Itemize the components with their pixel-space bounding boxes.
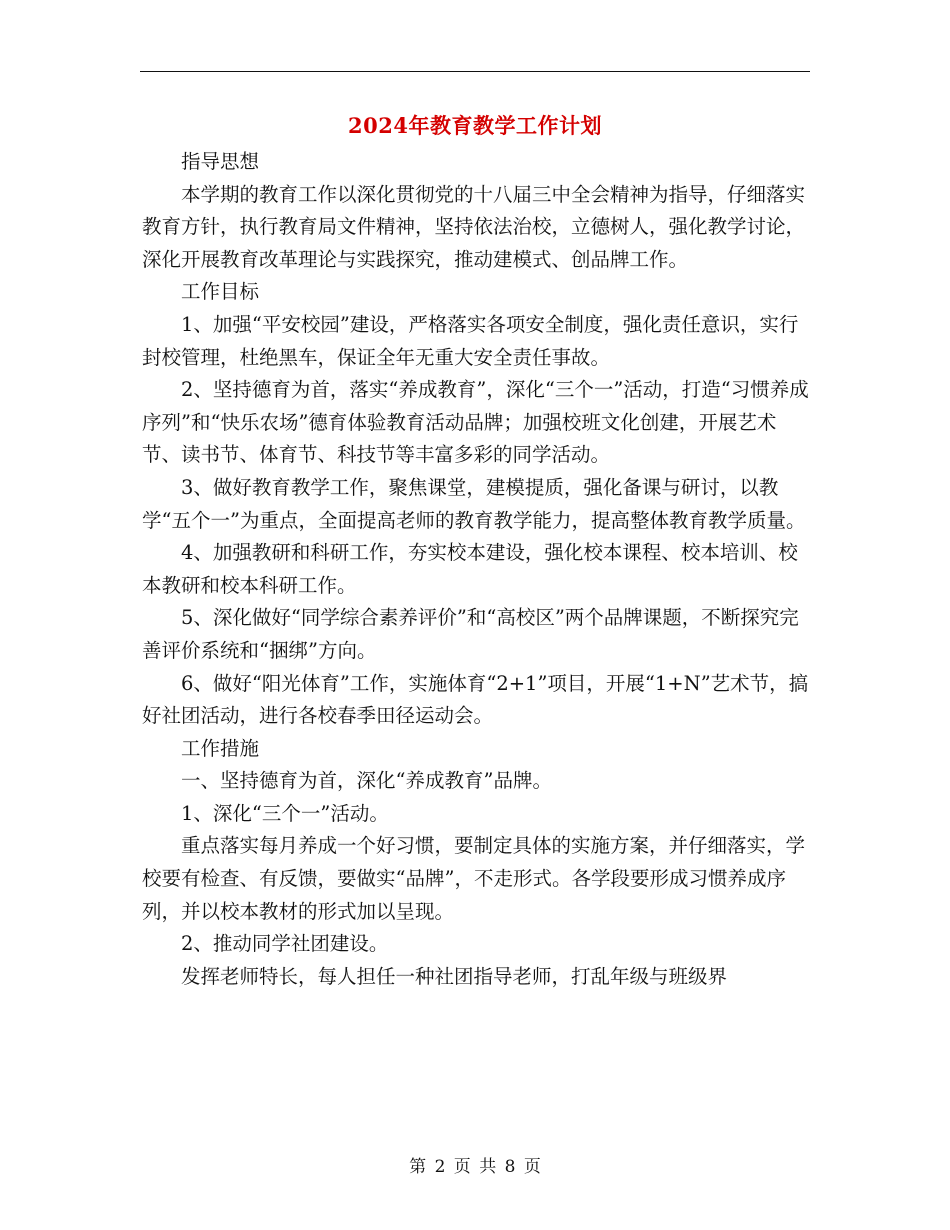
paragraph: 工作措施 (181, 736, 260, 760)
document-title: 2024年教育教学工作计划 (348, 113, 602, 138)
paragraph: 1、深化“三个一”活动。 (181, 801, 389, 825)
paragraph: 一、坚持德育为首，深化“养成教育”品牌。 (181, 769, 552, 793)
paragraph: 发挥老师特长，每人担任一种社团指导老师，打乱年级与班级界 (181, 964, 728, 988)
document-body (142, 146, 810, 993)
paragraph: 4、加强教研和科研工作，夯实校本建设，强化校本课程、校本培训、校本教研和校本科研工作。 (142, 541, 798, 597)
paragraph: 5、深化做好“同学综合素养评价”和“高校区”两个品牌课题，不断探究完善评价系统和“捆绑”方向。 (142, 606, 799, 662)
paragraph: 2、推动同学社团建设。 (181, 932, 389, 956)
paragraph: 本学期的教育工作以深化贯彻党的十八届三中全会精神为指导，仔细落实教育方针，执行教育局文件精神，坚持依法治校，立德树人，强化教学讨论，深化开展教育改革理论与实践探究，推动建模式、创品牌工作。 (142, 182, 806, 271)
paragraph: 1、加强“平安校园”建设，严格落实各项安全制度，强化责任意识，实行封校管理，杜绝黑车，保证全年无重大安全责任事故。 (142, 312, 799, 369)
paragraph: 指导思想 (181, 150, 260, 173)
paragraph: 3、做好教育教学工作，聚焦课堂，建模提质，强化备课与研讨，以教学“五个一”为重点，全面提高老师的教育教学能力，提高整体教育教学质量。 (142, 475, 806, 532)
paragraph: 2、坚持德育为首，落实“养成教育”，深化“三个一”活动，打造“习惯养成序列”和“快乐农场”德育体验教育活动品牌；加强校班文化创建，开展艺术节、读书节、体育节、科技节等丰富多彩的同学活动。 (142, 378, 809, 467)
page-footer: 第 2 页 共 8 页 (409, 1157, 541, 1177)
paragraph: 工作目标 (181, 280, 260, 304)
header-rule (140, 71, 810, 72)
paragraph: 6、做好“阳光体育”工作，实施体育“2+1”项目，开展“1+N”艺术节，搞好社团活动，进行各校春季田径运动会。 (142, 671, 809, 728)
paragraph: 重点落实每月养成一个好习惯，要制定具体的实施方案，并仔细落实，学校要有检查、有反馈，要做实“品牌”，不走形式。各学段要形成习惯养成序列，并以校本教材的形式加以呈现。 (142, 834, 806, 923)
